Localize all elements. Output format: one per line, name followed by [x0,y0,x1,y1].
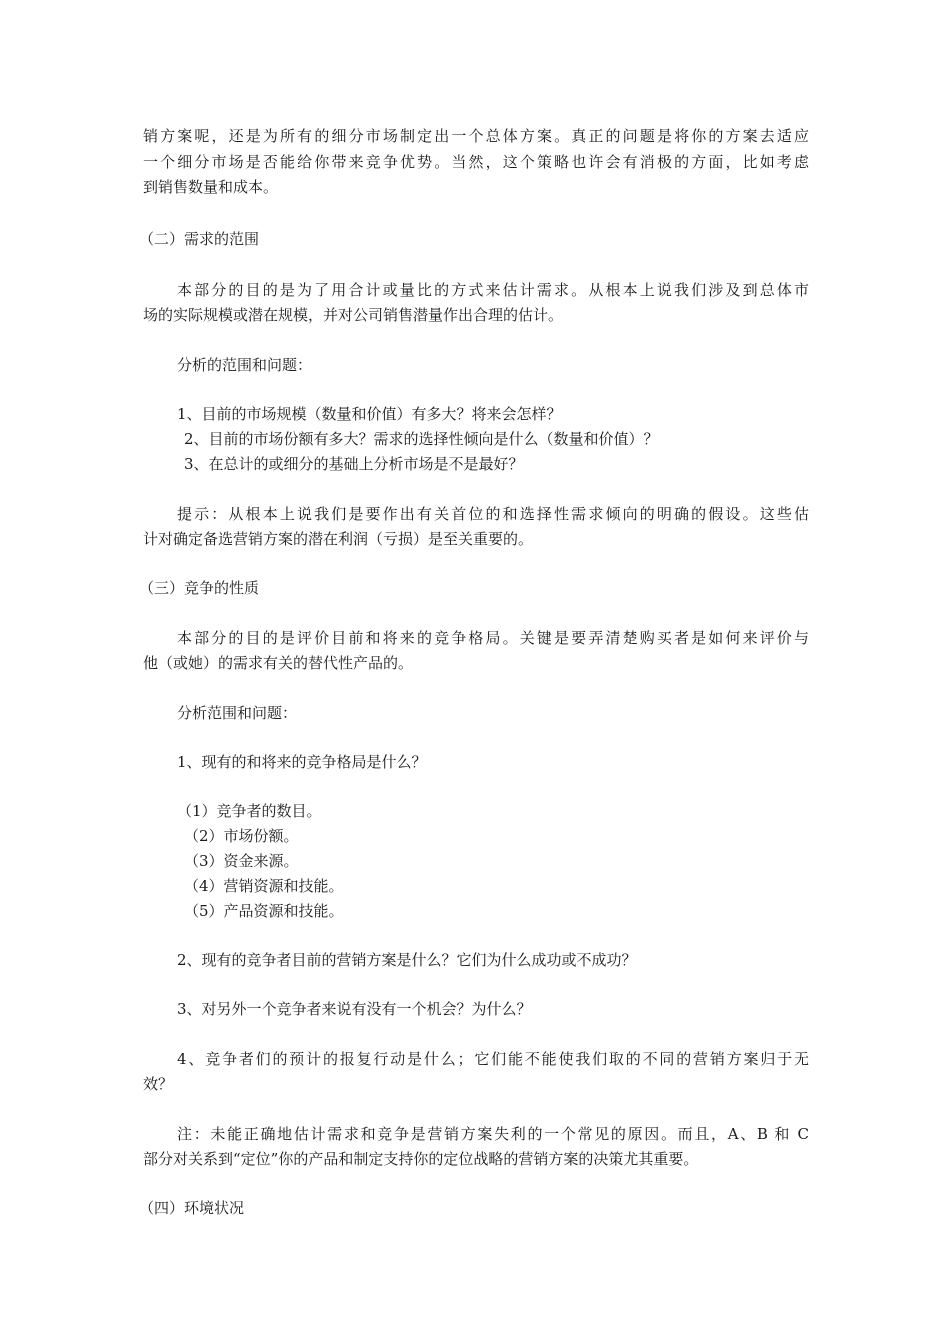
section-3-item-1: （1）竞争者的数目。 [177,802,322,820]
section-3-purpose-line-2: 他（或她）的需求有关的替代性产品的。 [143,654,414,672]
section-2-purpose-line-1: 本部分的目的是为了用合计或量比的方式来估计需求。从根本上说我们涉及到总体市 [177,281,809,299]
section-2-hint-line-2: 计对确定备选营销方案的潜在利润（亏损）是至关重要的。 [143,530,534,548]
section-4-heading: （四）环境状况 [139,1199,245,1217]
section-2-question-2: 2、目前的市场份额有多大？需求的选择性倾向是什么（数量和价值）？ [184,430,659,448]
section-2-hint-line-1: 提示：从根本上说我们是要作出有关首位的和选择性需求倾向的明确的假设。这些估 [177,505,809,523]
intro-line-2: 一个细分市场是否能给你带来竞争优势。当然，这个策略也许会有消极的方面，比如考虑 [143,153,809,171]
section-3-purpose-line-1: 本部分的目的是评价目前和将来的竞争格局。关键是要弄清楚购买者是如何来评价与 [177,629,809,647]
section-3-item-5: （5）产品资源和技能。 [184,902,344,920]
section-3-note-line-2: 部分对关系到“定位”你的产品和制定支持你的定位战略的营销方案的决策尤其重要。 [143,1150,699,1168]
section-3-question-3: 3、对另外一个竞争者来说有没有一个机会？为什么？ [177,1000,532,1018]
section-3-item-4: （4）营销资源和技能。 [184,877,344,895]
section-2-scope-label: 分析的范围和问题： [177,356,313,374]
section-3-note-line-1: 注：未能正确地估计需求和竞争是营销方案失利的一个常见的原因。而且，A、B 和 C [177,1125,809,1143]
section-3-question-2: 2、现有的竞争者目前的营销方案是什么？它们为什么成功或不成功？ [177,951,637,969]
section-2-question-3: 3、在总计的或细分的基础上分析市场是不是最好？ [184,455,524,473]
section-3-heading: （三）竞争的性质 [139,579,260,597]
section-3-item-2: （2）市场份额。 [184,827,299,845]
intro-line-3: 到销售数量和成本。 [143,178,279,196]
section-3-question-4-line-1: 4、竞争者们的预计的报复行动是什么；它们能不能使我们取的不同的营销方案归于无 [177,1050,809,1068]
section-3-scope-label: 分析范围和问题： [177,704,298,722]
section-2-purpose-line-2: 场的实际规模或潜在规模，并对公司销售潜量作出合理的估计。 [143,306,564,324]
section-2-heading: （二）需求的范围 [139,230,260,248]
section-3-question-4-line-2: 效？ [143,1075,174,1093]
section-3-question-1: 1、现有的和将来的竞争格局是什么？ [177,753,427,771]
intro-line-1: 销方案呢，还是为所有的细分市场制定出一个总体方案。真正的问题是将你的方案去适应 [143,127,809,145]
section-3-item-3: （3）资金来源。 [184,852,299,870]
section-2-question-1: 1、目前的市场规模（数量和价值）有多大？将来会怎样？ [177,405,562,423]
